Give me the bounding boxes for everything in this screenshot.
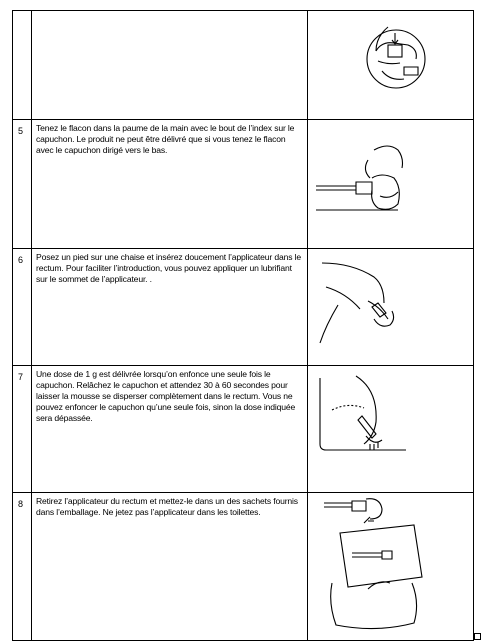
step-text-cell [32,11,308,120]
step-row-7 [13,366,474,493]
step-text-cell [32,366,308,493]
step-number: 6 [18,255,24,265]
resize-handle [474,633,481,640]
step-number: 8 [18,499,24,509]
instruction-table [12,10,474,641]
step-illustration-cell [308,249,474,366]
step-number-cell [13,249,32,366]
hand-holding-canister-icon [308,120,473,247]
step-illustration-cell [308,11,474,120]
step-number-cell [13,366,32,493]
press-cap-dose-icon [308,366,473,491]
step-number-cell [13,11,32,120]
step-text: Une dose de 1 g est délivrée lorsqu’on enfonce une seule fois le capuchon. Relâchez le capuchon et attendez 30 à 60 secondes pour laisser la mousse se disperser complètement dans le rectum. Vous ne pouvez enfoncer le capuchon qu’une seule fois, sinon la dose indiquée sera dépassée. [36,369,296,423]
step-row-0 [13,11,474,120]
step-row-5 [13,120,474,249]
step-illustration-cell [308,366,474,493]
step-text [32,11,307,14]
step-text: Tenez le flacon dans la paume de la main avec le bout de l’index sur le capuchon. Le produit ne peut être délivré que si vous tenez le flacon avec le capuchon dirigé vers le bas. [36,123,295,155]
dispose-applicator-icon [308,493,473,639]
step-row-6 [13,249,474,366]
step-text-cell [32,249,308,366]
step-text-cell [32,493,308,641]
step-illustration-cell [308,493,474,641]
step-number-cell [13,120,32,249]
step-row-8 [13,493,474,641]
step-text-cell [32,120,308,249]
insert-applicator-icon [308,249,473,364]
step-number: 5 [18,126,24,136]
step-number: 7 [18,372,24,382]
step-illustration-cell [308,120,474,249]
hand-pressing-cap-icon [308,11,473,118]
step-text: Posez un pied sur une chaise et insérez doucement l’applicateur dans le rectum. Pour faciliter l’introduction, vous pouvez appliquer un lubrifiant sur le sommet de l’applicateur. . [36,252,301,284]
step-text: Retirez l’applicateur du rectum et mettez-le dans un des sachets fournis dans l’emballage. Ne jetez pas l’applicateur dans les toilettes. [36,496,298,517]
step-number-cell [13,493,32,641]
step-number [13,11,31,17]
